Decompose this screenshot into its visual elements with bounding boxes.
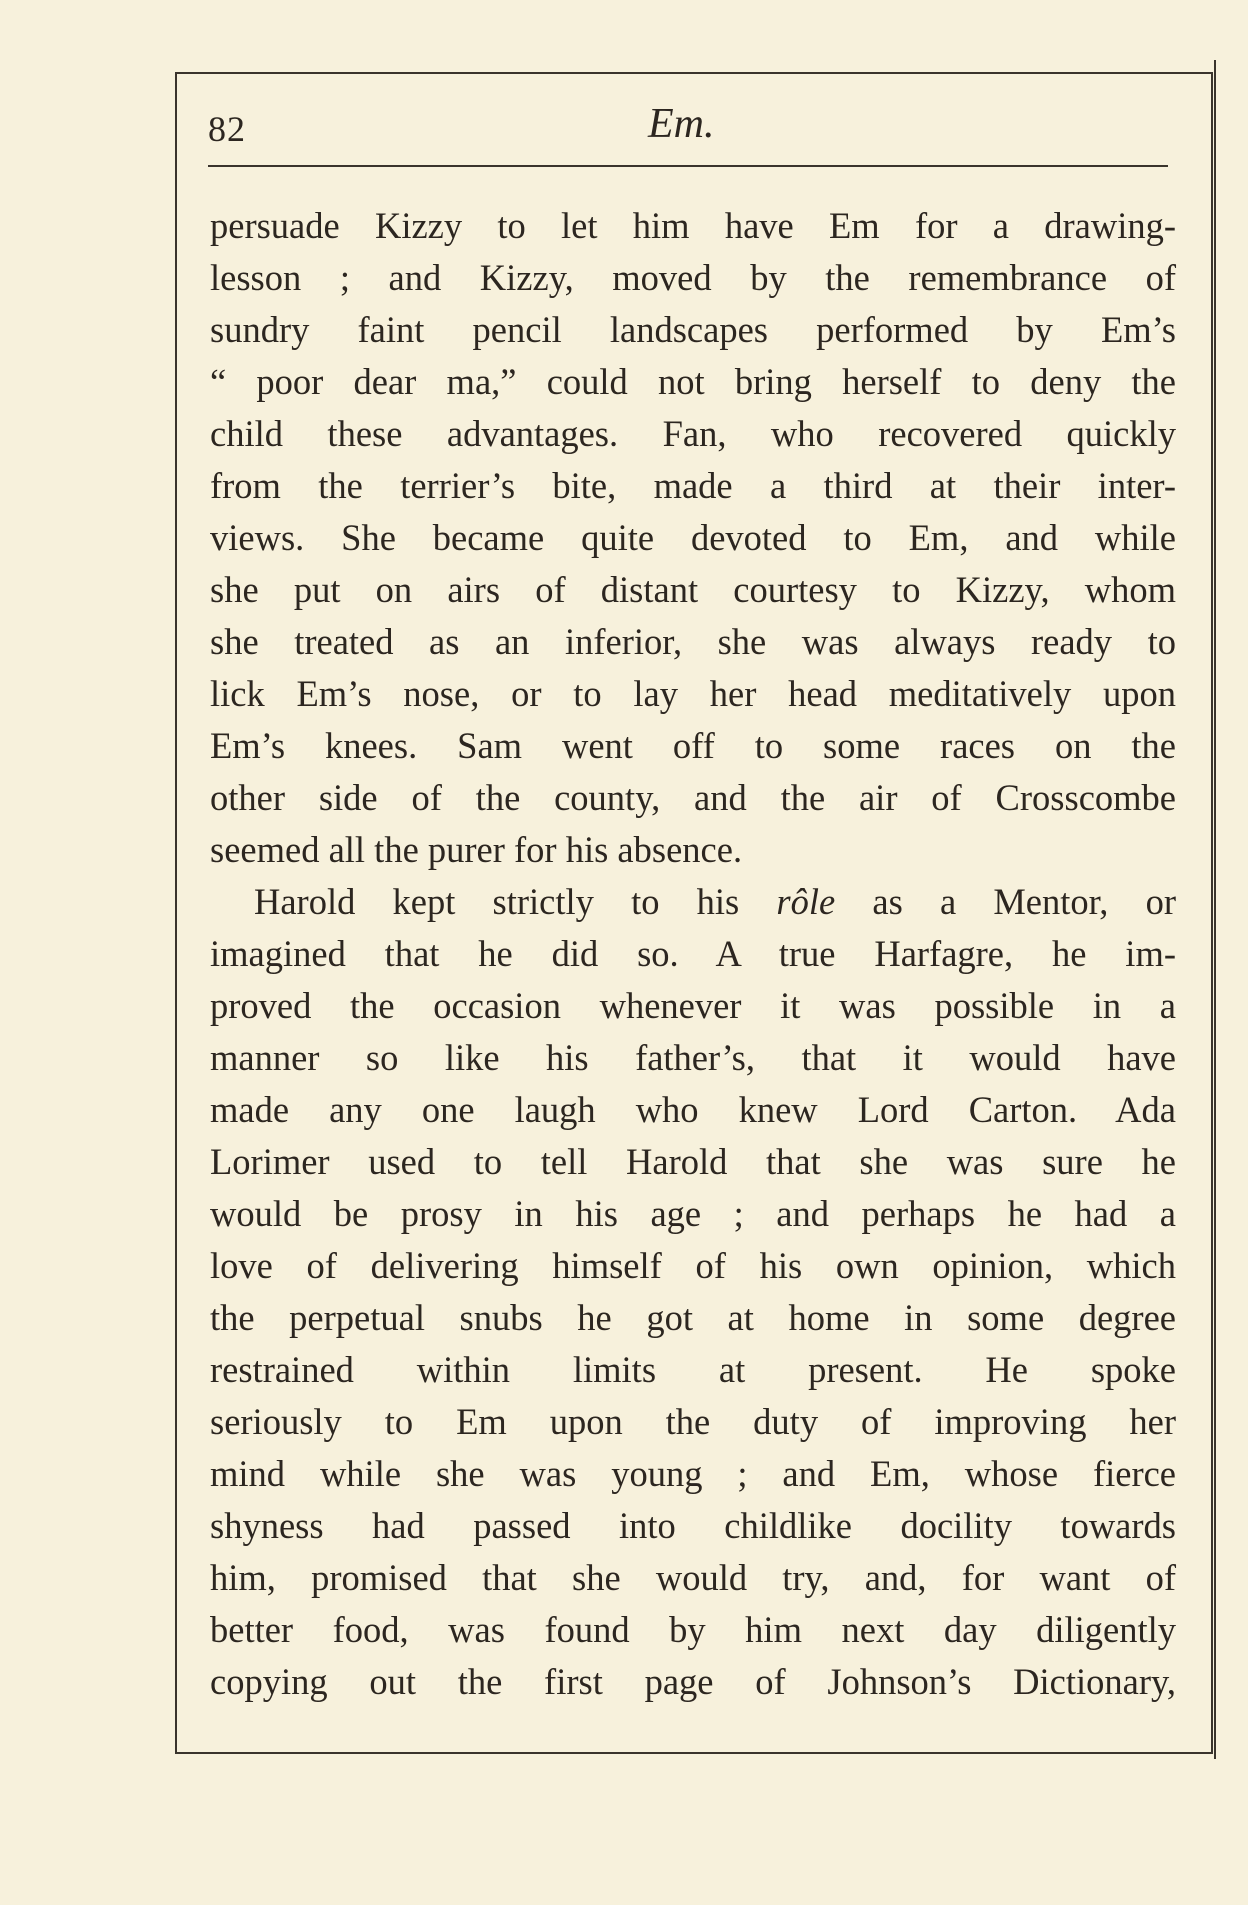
text-line: better food, was found by him next day diligently	[210, 1609, 1176, 1650]
text-line: proved the occasion whenever it was possible in a	[210, 985, 1176, 1026]
text-line: mind while she was young ; and Em, whose fierce	[210, 1453, 1176, 1494]
paragraph-start-line	[210, 876, 1176, 928]
text-line: Lorimer used to tell Harold that she was sure he	[210, 1141, 1176, 1182]
text-line: sundry faint pencil landscapes performed by Em’s	[210, 309, 1176, 350]
text-line: she put on airs of distant courtesy to Kizzy, whom	[210, 569, 1176, 610]
text-line: copying out the first page of Johnson’s Dictionary,	[210, 1661, 1176, 1702]
text-line: lick Em’s nose, or to lay her head meditatively upon	[210, 673, 1176, 714]
text-line: she treated as an inferior, she was always ready to	[210, 621, 1176, 662]
text-line: seriously to Em upon the duty of improving her	[210, 1401, 1176, 1442]
text-segment: Harold kept strictly to his	[254, 881, 740, 922]
text-line: restrained within limits at present. He spoke	[210, 1349, 1176, 1390]
running-title: Em.	[648, 101, 715, 147]
text-line: lesson ; and Kizzy, moved by the remembrance of	[210, 257, 1176, 298]
text-line: him, promised that she would try, and, for want of	[210, 1557, 1176, 1598]
running-head	[208, 100, 1168, 152]
text-line: shyness had passed into childlike docility towards	[210, 1505, 1176, 1546]
paragraph-end-line: seemed all the purer for his absence.	[210, 829, 743, 870]
text-line: made any one laugh who knew Lord Carton. Ada	[210, 1089, 1176, 1130]
text-line: from the terrier’s bite, made a third at their inter-	[210, 465, 1176, 506]
text-line: manner so like his father’s, that it would have	[210, 1037, 1176, 1078]
text-line: Em’s knees. Sam went off to some races on the	[210, 725, 1176, 766]
text-line: persuade Kizzy to let him have Em for a drawing-	[210, 205, 1176, 246]
text-line: child these advantages. Fan, who recovered quickly	[210, 413, 1176, 454]
text-segment: as a Mentor, or	[872, 881, 1177, 922]
text-line: “ poor dear ma,” could not bring herself to deny the	[210, 361, 1176, 402]
text-line: the perpetual snubs he got at home in some degree	[210, 1297, 1176, 1338]
header-rule	[208, 165, 1168, 167]
text-line: other side of the county, and the air of Crosscombe	[210, 777, 1176, 818]
italic-word: rôle	[776, 881, 836, 922]
body-text	[210, 200, 1176, 1708]
page-number: 82	[208, 109, 246, 149]
text-line: would be prosy in his age ; and perhaps he had a	[210, 1193, 1176, 1234]
text-line: love of delivering himself of his own opinion, which	[210, 1245, 1176, 1286]
text-line: views. She became quite devoted to Em, and while	[210, 517, 1176, 558]
text-line: imagined that he did so. A true Harfagre, he im-	[210, 933, 1176, 974]
